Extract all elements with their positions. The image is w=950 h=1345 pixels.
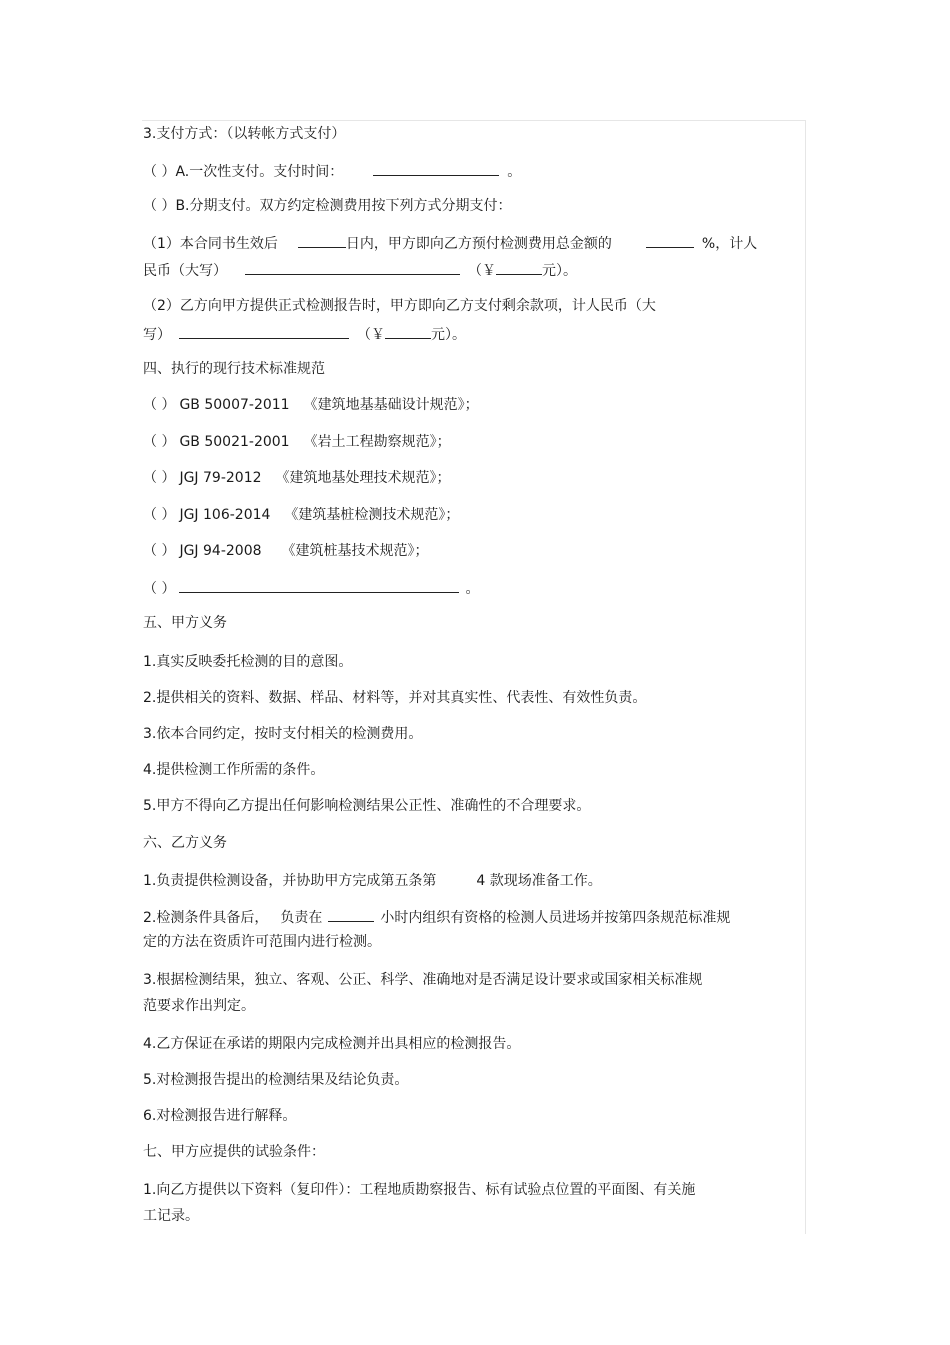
remaining-words-blank [179,324,349,339]
other-standard-blank [179,578,459,593]
party-a-item: 3.依本合同约定，按时支付相关的检测费用。 [143,726,423,742]
days-blank [298,233,346,248]
conditions-title: 七、甲方应提供的试验条件： [143,1144,325,1160]
party-b-item-2-cont: 定的方法在资质许可范围内进行检测。 [143,934,381,950]
payment-term-1-amount: 民币（大写） （￥ 元）。 [143,260,577,280]
amount-number-blank [496,260,542,275]
party-b-item-1: 1.负责提供检测设备，并协助甲方完成第五条第 4 款现场准备工作。 [143,873,602,889]
party-a-item: 5.甲方不得向乙方提出任何影响检测结果公正性、准确性的不合理要求。 [143,798,591,814]
amount-words-blank [245,260,460,275]
party-b-title: 六、乙方义务 [143,835,227,851]
party-b-item-3: 3.根据检测结果，独立、客观、公正、科学、准确地对是否满足设计要求或国家相关标准规 [143,972,703,988]
party-b-item-4: 4.乙方保证在承诺的期限内完成检测并出具相应的检测报告。 [143,1036,521,1052]
percent-blank [646,233,694,248]
party-a-item: 1.真实反映委托检测的目的意图。 [143,654,353,670]
remaining-number-blank [385,324,431,339]
standard-item: （ ） GB 50007-2011 《建筑地基基础设计规范》； [143,397,479,413]
standard-item: （ ） JGJ 94-2008 《建筑桩基技术规范》； [143,543,429,559]
party-b-item-6: 6.对检测报告进行解释。 [143,1108,297,1124]
party-b-item-3-cont: 范要求作出判定。 [143,998,255,1014]
conditions-item-1: 1.向乙方提供以下资料（复印件）：工程地质勘察报告、标有试验点位置的平面图、有关施 [143,1182,696,1198]
payment-term-2: （2）乙方向甲方提供正式检测报告时，甲方即向乙方支付剩余款项，计人民币（大 [143,298,656,314]
standard-item-other: （ ） 。 [143,578,479,598]
payment-term-2-amount: 写） （￥ 元）。 [143,324,466,344]
party-b-item-2: 2.检测条件具备后， 负责在 小时内组织有资格的检测人员进场并按第四条规范标准规 [143,907,730,927]
conditions-item-1-cont: 工记录。 [143,1208,199,1224]
party-a-item: 2.提供相关的资料、数据、样品、材料等，并对其真实性、代表性、有效性负责。 [143,690,647,706]
standards-title: 四、执行的现行技术标准规范 [143,361,325,377]
payment-option-b: （ ）B.分期支付。双方约定检测费用按下列方式分期支付： [143,198,512,214]
payment-title: 3.支付方式：（以转帐方式支付） [143,126,346,142]
party-b-item-5: 5.对检测报告提出的检测结果及结论负责。 [143,1072,409,1088]
standard-item: （ ） JGJ 79-2012 《建筑地基处理技术规范》； [143,470,451,486]
page-frame [142,120,806,1234]
payment-term-1: （1）本合同书生效后 日内，甲方即向乙方预付检测费用总金额的 %，计人 [143,233,757,253]
party-a-title: 五、甲方义务 [143,615,227,631]
party-a-item: 4.提供检测工作所需的条件。 [143,762,325,778]
standard-item: （ ） JGJ 106-2014 《建筑基桩检测技术规范》； [143,507,460,523]
payment-option-a: （ ）A.一次性支付。支付时间： 。 [143,161,521,181]
payment-time-blank [373,161,499,176]
hours-blank [328,907,374,922]
standard-item: （ ） GB 50021-2001 《岩土工程勘察规范》； [143,434,451,450]
